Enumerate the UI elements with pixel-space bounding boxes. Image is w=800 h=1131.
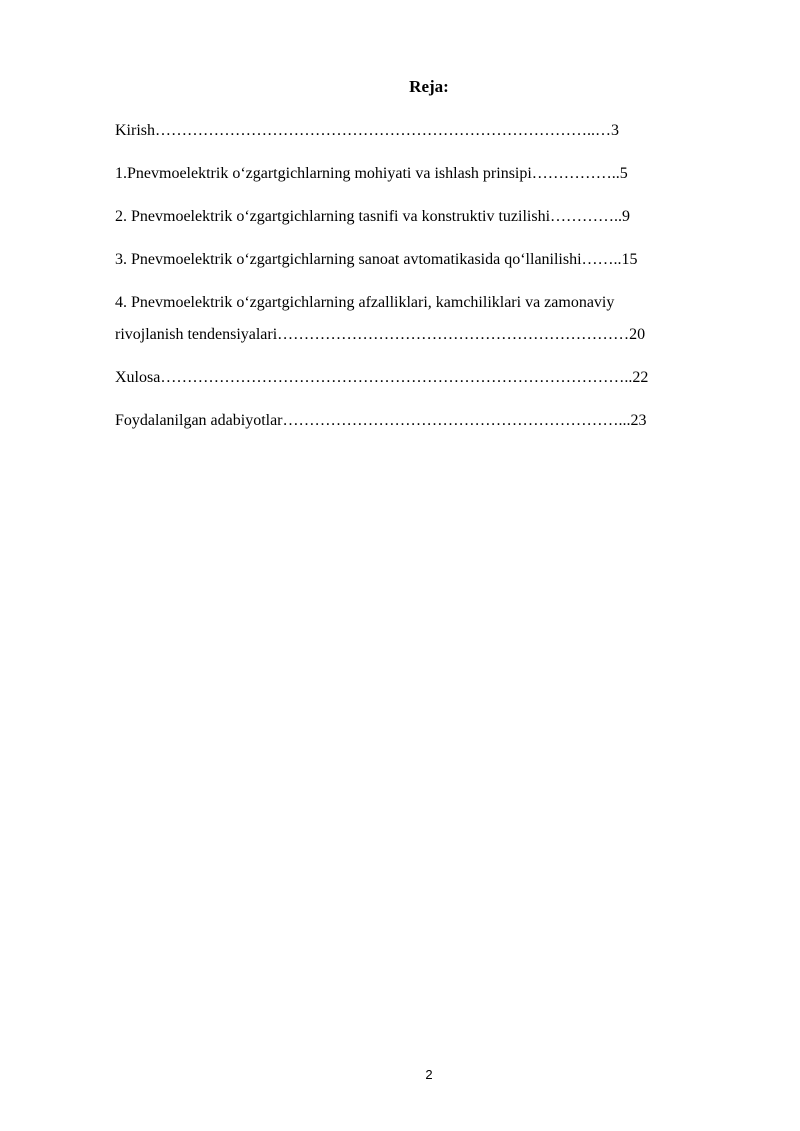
toc-entry-kirish: Kirish………………………………………………………………………..…3 <box>115 122 619 139</box>
toc-entry-4-line-1: 4. Pnevmoelektrik o‘zgartgichlarning afzalliklari, kamchiliklari va zamonaviy <box>115 294 615 311</box>
page-number: 2 <box>425 1067 433 1082</box>
toc-entry-2: 2. Pnevmoelektrik o‘zgartgichlarning tasnifi va konstruktiv tuzilishi…………..9 <box>115 208 631 225</box>
toc-entry-adabiyotlar: Foydalanilgan adabiyotlar………………………………………………………...23 <box>115 412 647 429</box>
toc-entry-3: 3. Pnevmoelektrik o‘zgartgichlarning sanoat avtomatikasida qo‘llanilishi……..15 <box>115 251 638 268</box>
page-title: Reja: <box>409 77 449 96</box>
toc-entry-1: 1.Pnevmoelektrik o‘zgartgichlarning mohiyati va ishlash prinsipi……………..5 <box>115 165 628 182</box>
toc-entry-4-line-2: rivojlanish tendensiyalari…………………………………………………………20 <box>115 326 646 343</box>
toc-entry-xulosa: Xulosa……………………………………………………………………………..22 <box>115 369 649 386</box>
